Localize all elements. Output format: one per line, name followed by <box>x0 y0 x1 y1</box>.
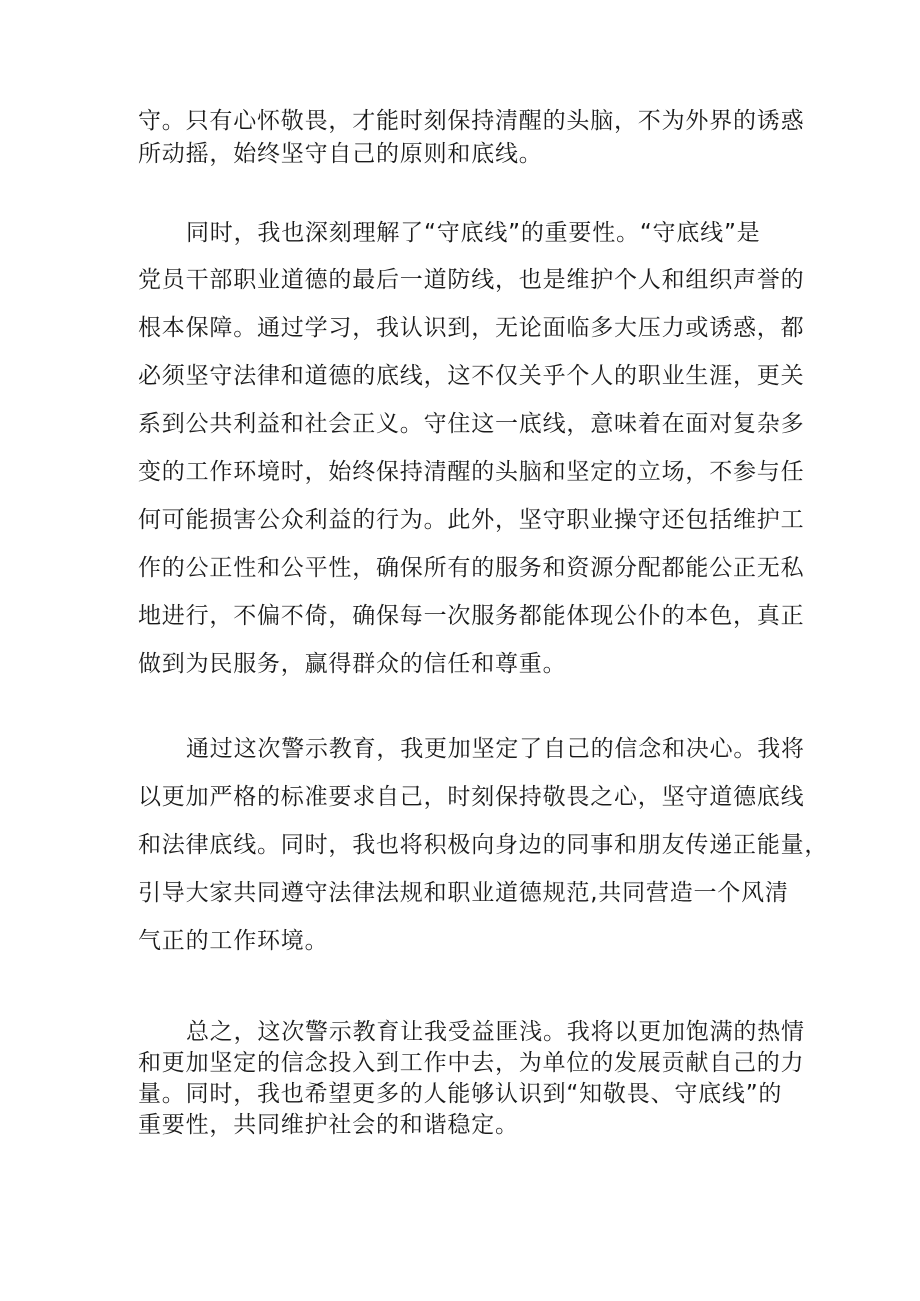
paragraph-line: 变的工作环境时，始终保持清醒的头脑和坚定的立场，不参与任 <box>138 459 805 485</box>
paragraph-line: 量。同时，我也希望更多的人能够认识到“知敬畏、守底线”的 <box>138 1081 783 1107</box>
paragraph-line: 总之，这次警示教育让我受益匪浅。我将以更加饱满的热情 <box>186 1019 805 1045</box>
paragraph-line: 同时，我也深刻理解了“守底线”的重要性。“守底线”是 <box>186 220 761 246</box>
paragraph-line: 必须坚守法律和道德的底线，这不仅关乎个人的职业生涯，更关 <box>138 363 805 389</box>
paragraph-line: 以更加严格的标准要求自己，时刻保持敬畏之心，坚守道德底线 <box>138 784 805 810</box>
paragraph-line: 根本保障。通过学习，我认识到，无论面临多大压力或诱惑，都 <box>138 315 805 341</box>
paragraph-line: 作的公正性和公平性，确保所有的服务和资源分配都能公正无私 <box>138 555 805 581</box>
paragraph-line: 引导大家共同遵守法律法规和职业道德规范,共同营造一个风清 <box>138 880 789 906</box>
paragraph-line: 和法律底线。同时，我也将积极向身边的同事和朋友传递正能量， <box>138 832 829 858</box>
paragraph-line: 守。只有心怀敬畏，才能时刻保持清醒的头脑，不为外界的诱惑 <box>138 108 805 134</box>
paragraph-line: 系到公共利益和社会正义。守住这一底线，意味着在面对复杂多 <box>138 411 805 437</box>
paragraph-line: 做到为民服务，赢得群众的信任和尊重。 <box>138 651 567 677</box>
paragraph-line: 何可能损害公众利益的行为。此外，坚守职业操守还包括维护工 <box>138 507 805 533</box>
paragraph-line: 气正的工作环境。 <box>138 928 329 954</box>
paragraph-line: 重要性，共同维护社会的和谐稳定。 <box>138 1112 519 1138</box>
paragraph-line: 党员干部职业道德的最后一道防线，也是维护个人和组织声誉的 <box>138 267 805 293</box>
paragraph-line: 和更加坚定的信念投入到工作中去，为单位的发展贡献自己的力 <box>138 1050 805 1076</box>
paragraph-line: 通过这次警示教育，我更加坚定了自己的信念和决心。我将 <box>186 736 805 762</box>
paragraph-line: 所动摇，始终坚守自己的原则和底线。 <box>138 141 543 167</box>
paragraph-line: 地进行，不偏不倚，确保每一次服务都能体现公仆的本色，真正 <box>138 603 805 629</box>
